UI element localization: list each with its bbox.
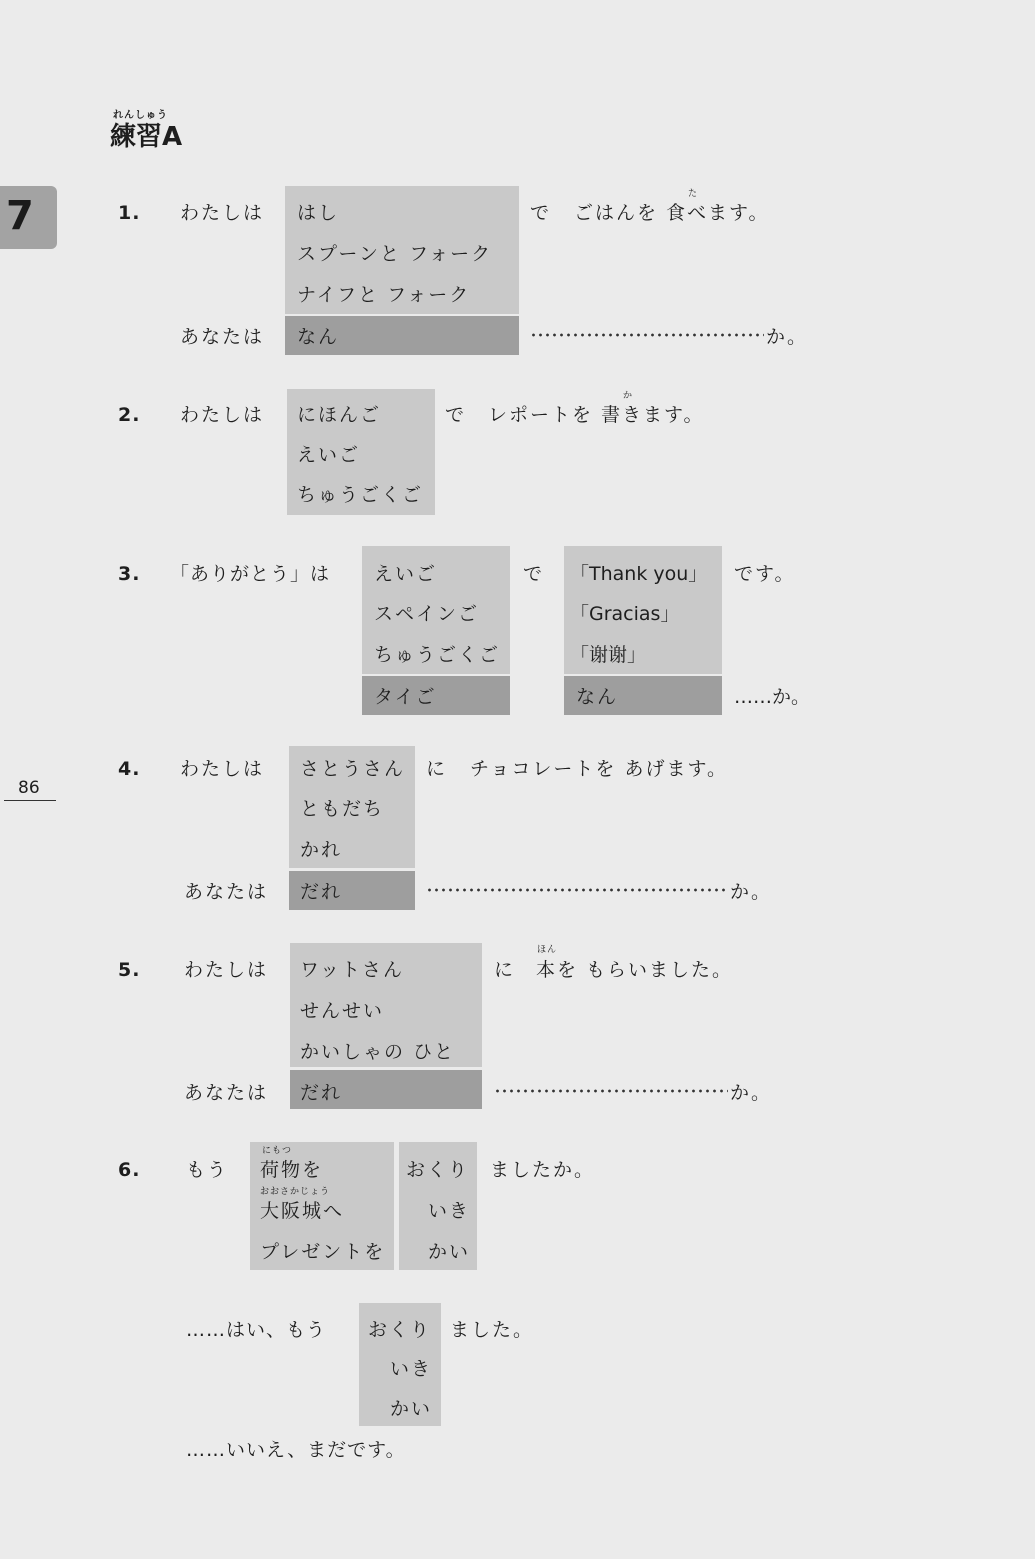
title-ruby: れんしゅう — [113, 110, 168, 121]
page-number-rule — [4, 800, 56, 801]
ex1-number: 1. — [118, 202, 141, 224]
ex6-no-answer: ……いいえ、まだです。 — [186, 1439, 406, 1461]
ex5-ruby: ほん — [537, 945, 558, 955]
ex3-language: ちゅうごくご — [374, 644, 501, 666]
ex5-question-subject: あなたは — [184, 1082, 269, 1104]
ex5-option: ワットさん — [300, 959, 405, 981]
ex5-question-end: か。 — [730, 1082, 773, 1104]
page-title: 練習A — [110, 122, 183, 152]
ex1-ruby: た — [688, 189, 699, 199]
ex4-option: ともだち — [300, 798, 385, 820]
ex2-predicate: レポートを 書きます。 — [488, 404, 705, 426]
ex6-yes-verb: いき — [390, 1358, 433, 1380]
ex1-question-word: なん — [297, 326, 340, 348]
ex3-word: 「Gracias」 — [570, 603, 680, 625]
ex1-option: スプーンと フォーク — [297, 243, 493, 265]
ex1-option: はし — [297, 202, 340, 224]
ex5-predicate: 本を もらいました。 — [536, 959, 734, 981]
ex4-particle: に — [426, 758, 448, 780]
ex5-option: せんせい — [300, 1000, 385, 1022]
ex6-verb: おくり — [406, 1159, 470, 1181]
ex1-question-subject: あなたは — [180, 326, 265, 348]
ex4-subject: わたしは — [180, 758, 265, 780]
ex2-option: にほんご — [297, 404, 382, 426]
ex3-language-question: タイご — [374, 686, 437, 708]
page-number: 86 — [18, 778, 40, 798]
ex2-option: ちゅうごくご — [297, 484, 424, 506]
ex4-answer-dots — [426, 888, 728, 892]
ex2-ruby: か — [623, 391, 634, 401]
chapter-tab — [0, 186, 57, 249]
ex6-yes-tail: ました。 — [450, 1319, 535, 1341]
ex6-verb: かい — [428, 1241, 471, 1263]
ex3-word: 「谢谢」 — [570, 644, 647, 666]
ex6-yes-verb: おくり — [368, 1319, 432, 1341]
ex6-number: 6. — [118, 1159, 141, 1181]
ex3-lead: 「ありがとう」は — [170, 563, 331, 585]
ex4-predicate: チョコレートを あげます。 — [470, 758, 728, 780]
ex1-predicate: ごはんを 食べます。 — [574, 202, 770, 224]
ex3-word: 「Thank you」 — [570, 563, 708, 585]
ex6-object: 大阪城へ — [260, 1200, 345, 1222]
ex2-number: 2. — [118, 404, 141, 426]
ex1-option: ナイフと フォーク — [297, 284, 471, 306]
ex4-number: 4. — [118, 758, 141, 780]
ex3-word-question: なん — [576, 686, 619, 708]
ex5-particle: に — [494, 959, 516, 981]
ex6-mou: もう — [186, 1159, 229, 1181]
ex3-language: スペインご — [374, 603, 480, 625]
ex3-particle: で — [523, 563, 545, 585]
ex6-object: 荷物を — [260, 1159, 324, 1181]
ex1-subject: わたしは — [180, 202, 265, 224]
ex1-question-end: か。 — [766, 326, 809, 348]
ex3-number: 3. — [118, 563, 141, 585]
ex1-answer-dots — [530, 333, 764, 337]
ex5-subject: わたしは — [184, 959, 269, 981]
ex6-ruby-osakajo: おおさかじょう — [260, 1187, 331, 1197]
ex2-option: えいご — [297, 444, 361, 466]
ex4-question-end: か。 — [730, 881, 773, 903]
ex3-copula: です。 — [734, 563, 796, 585]
ex6-tail: ましたか。 — [490, 1159, 596, 1181]
ex5-number: 5. — [118, 959, 141, 981]
ex4-question-subject: あなたは — [184, 881, 269, 903]
ex4-option: さとうさん — [300, 758, 406, 780]
ex6-verb: いき — [428, 1200, 471, 1222]
ex1-particle: で — [530, 202, 552, 224]
ex5-option: かいしゃの ひと — [300, 1041, 456, 1063]
chapter-number: 7 — [6, 193, 34, 239]
ex6-yes-lead: ……はい、もう — [186, 1319, 327, 1341]
ex6-object: プレゼントを — [260, 1241, 386, 1263]
ex4-option: かれ — [300, 839, 343, 861]
ex6-yes-verb: かい — [390, 1398, 433, 1420]
ex2-subject: わたしは — [180, 404, 265, 426]
ex5-answer-dots — [494, 1089, 728, 1093]
ex4-question-word: だれ — [300, 881, 343, 903]
ex6-ruby-nimotsu: にもつ — [262, 1146, 293, 1156]
ex2-particle: で — [445, 404, 467, 426]
ex3-language: えいご — [374, 563, 438, 585]
ex3-question-end: ……か。 — [734, 686, 811, 708]
ex5-question-word: だれ — [300, 1082, 343, 1104]
